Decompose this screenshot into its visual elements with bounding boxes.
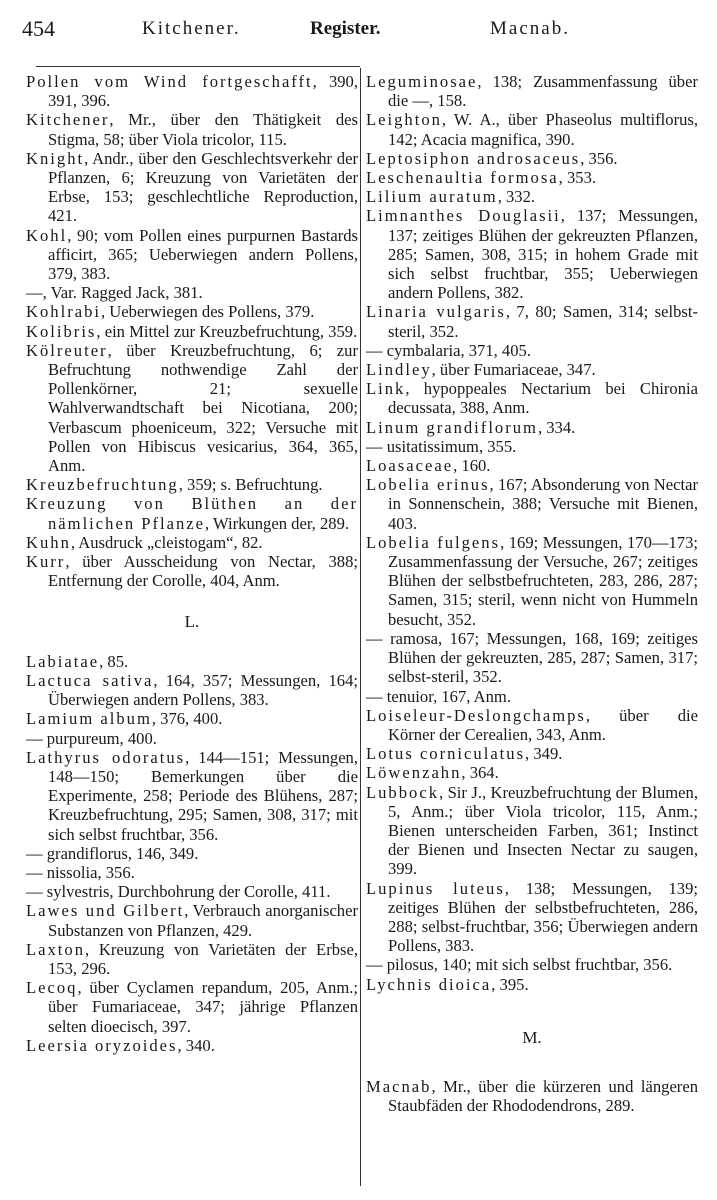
header-title: Register. <box>310 18 381 39</box>
section-letter-l: L. <box>184 612 200 632</box>
index-entry: Kohl, 90; vom Pollen eines purpurnen Bastards afficirt, 365; Ueberwiegen andern Pollens, 379, 383. <box>26 225 358 284</box>
right-column <box>366 72 698 1115</box>
header-last-entry: Macnab. <box>490 18 570 39</box>
index-entry: Leschenaultia formosa, 353. <box>366 168 597 188</box>
index-entry: Lecoq, über Cyclamen repandum, 205, Anm.; über Fumariaceae, 347; jährige Pflanzen selten dioecisch, 397. <box>26 978 358 1036</box>
index-entry: Labiatae, 85. <box>26 651 129 671</box>
index-entry: Lupinus luteus, 138; Messungen, 139; zeitiges Blühen der selbstbefruchteten, 286, 288; selbst-fruchtbar, 356; Überwiegen andern Pollens, 383. <box>366 878 698 956</box>
index-entry: Kohlrabi, Ueberwiegen des Pollens, 379. <box>26 302 315 322</box>
index-entry: Loiseleur-Deslongchamps, über die Körner der Cerealien, 343, Anm. <box>366 705 698 744</box>
index-entry: Lindley, über Fumariaceae, 347. <box>366 360 596 380</box>
index-entry: Löwenzahn, 364. <box>366 763 499 783</box>
index-entry: Lychnis dioica, 395. <box>366 974 529 994</box>
index-entry: Leersia oryzoides, 340. <box>26 1035 215 1055</box>
index-entry: Linum grandiflorum, 334. <box>366 417 576 437</box>
index-entry: Kölreuter, über Kreuzbefruchtung, 6; zur Befruchtung nothwendige Zahl der Pollenkörner, 21; sexuelle Wahlverwandtschaft bei Nicotiana, 200; Verbascum phoeniceum, 322; Versuche mit Pollen von Hibiscus vesicarius, 364, 365, Anm. <box>26 340 358 476</box>
running-header <box>22 12 702 46</box>
index-entry: — usitatissimum, 355. <box>366 436 517 456</box>
index-entry: Knight, Andr., über den Geschlechtsverkehr der Pflanzen, 6; Kreuzung von Varietäten der Erbse, 153; geschlechtliche Reproduction, 421. <box>26 148 358 226</box>
index-entry: — ramosa, 167; Messungen, 168, 169; zeitiges Blühen der gekreuzten, 285, 287; Samen, 317; selbst-steril, 352. <box>366 628 698 687</box>
index-entry: Leguminosae, 138; Zusammenfassung über die —, 158. <box>366 72 698 111</box>
index-entry: Kreuzbefruchtung, 359; s. Befruchtung. <box>26 475 323 495</box>
index-entry: Lathyrus odoratus, 144—151; Messungen, 148—150; Bemerkungen über die Experimente, 258; Periode des Blühens, 287; Kreuzbefruchtung, 295; Samen, 308, 317; mit sich selbst fruchtbar, 356. <box>26 747 359 844</box>
index-entry: — nissolia, 356. <box>26 862 135 882</box>
index-entry: Lubbock, Sir J., Kreuzbefruchtung der Blumen, 5, Anm.; über Viola tricolor, 115, Anm.; Bienen unterscheiden Farben, 361; Instinct der Bienen und Insecten Nectar zu saugen, 399. <box>366 782 698 879</box>
column-divider <box>360 68 361 1186</box>
index-entry: Leighton, W. A., über Phaseolus multiflorus, 142; Acacia magnifica, 390. <box>366 110 698 149</box>
index-entry: Pollen vom Wind fortgeschafft, 390, 391, 396. <box>26 72 358 111</box>
header-first-entry: Kitchener. <box>142 18 241 39</box>
index-entry: Lilium auratum, 332. <box>366 187 536 207</box>
index-entry: — tenuior, 167, Anm. <box>366 686 511 706</box>
header-rule <box>36 66 360 67</box>
index-entry: — grandiflorus, 146, 349. <box>26 843 199 863</box>
index-entry: Lotus corniculatus, 349. <box>366 744 563 764</box>
index-entry: Laxton, Kreuzung von Varietäten der Erbse, 153, 296. <box>26 939 358 978</box>
index-entry: Kreuzung von Blüthen an der nämlichen Pflanze, Wirkungen der, 289. <box>26 494 358 533</box>
index-entry: Lactuca sativa, 164, 357; Messungen, 164; Überwiegen andern Pollens, 383. <box>26 670 358 710</box>
index-entry: — pilosus, 140; mit sich selbst fruchtbar, 356. <box>366 955 673 975</box>
section-letter-m: M. <box>522 1027 542 1047</box>
index-entry: — cymbalaria, 371, 405. <box>366 340 531 360</box>
index-entry: Lamium album, 376, 400. <box>26 709 223 729</box>
index-entry: Kurr, über Ausscheidung von Nectar, 388; Entfernung der Corolle, 404, Anm. <box>26 552 358 591</box>
index-entry: Lawes und Gilbert, Verbrauch anorganischer Substanzen von Pflanzen, 429. <box>26 901 358 940</box>
index-entry: — sylvestris, Durchbohrung der Corolle, 411. <box>26 882 331 902</box>
index-entry: Kolibris, ein Mittel zur Kreuzbefruchtung, 359. <box>26 321 358 341</box>
index-entry: Lobelia erinus, 167; Absonderung von Nectar in Sonnenschein, 388; Versuche mit Bienen, 403. <box>366 475 699 533</box>
index-entry: Link, hypoppeales Nectarium bei Chironia decussata, 388, Anm. <box>366 379 698 418</box>
page-number: 454 <box>22 16 55 41</box>
index-entry: Kuhn, Ausdruck „cleistogam“, 82. <box>26 532 263 552</box>
index-entry: Leptosiphon androsaceus, 356. <box>366 148 618 168</box>
index-entry: Lobelia fulgens, 169; Messungen, 170—173; Zusammenfassung der Versuche, 267; zeitiges Blühen der selbstbefruchteten, 283, 286, 287; Samen, 315; steril, wenn nicht von Hummeln besucht, 352. <box>366 532 698 629</box>
index-entry: —, Var. Ragged Jack, 381. <box>26 283 203 303</box>
index-entry: Limnanthes Douglasii, 137; Messungen, 137; zeitiges Blühen der gekreuzten Pflanzen, 285; Samen, 308, 315; in hohem Grade mit sich selbst fruchtbar, 355; Ueberwiegen andern Pollens, 382. <box>366 206 698 303</box>
left-column <box>26 72 358 1055</box>
index-entry: Loasaceae, 160. <box>366 456 491 476</box>
index-entry: — purpureum, 400. <box>26 728 157 748</box>
index-entry: Linaria vulgaris, 7, 80; Samen, 314; selbst-steril, 352. <box>366 302 698 341</box>
index-entry: Macnab, Mr., über die kürzeren und längeren Staubfäden der Rhododendrons, 289. <box>366 1076 698 1116</box>
index-entry: Kitchener, Mr., über den Thätigkeit des Stigma, 58; über Viola tricolor, 115. <box>26 110 358 149</box>
